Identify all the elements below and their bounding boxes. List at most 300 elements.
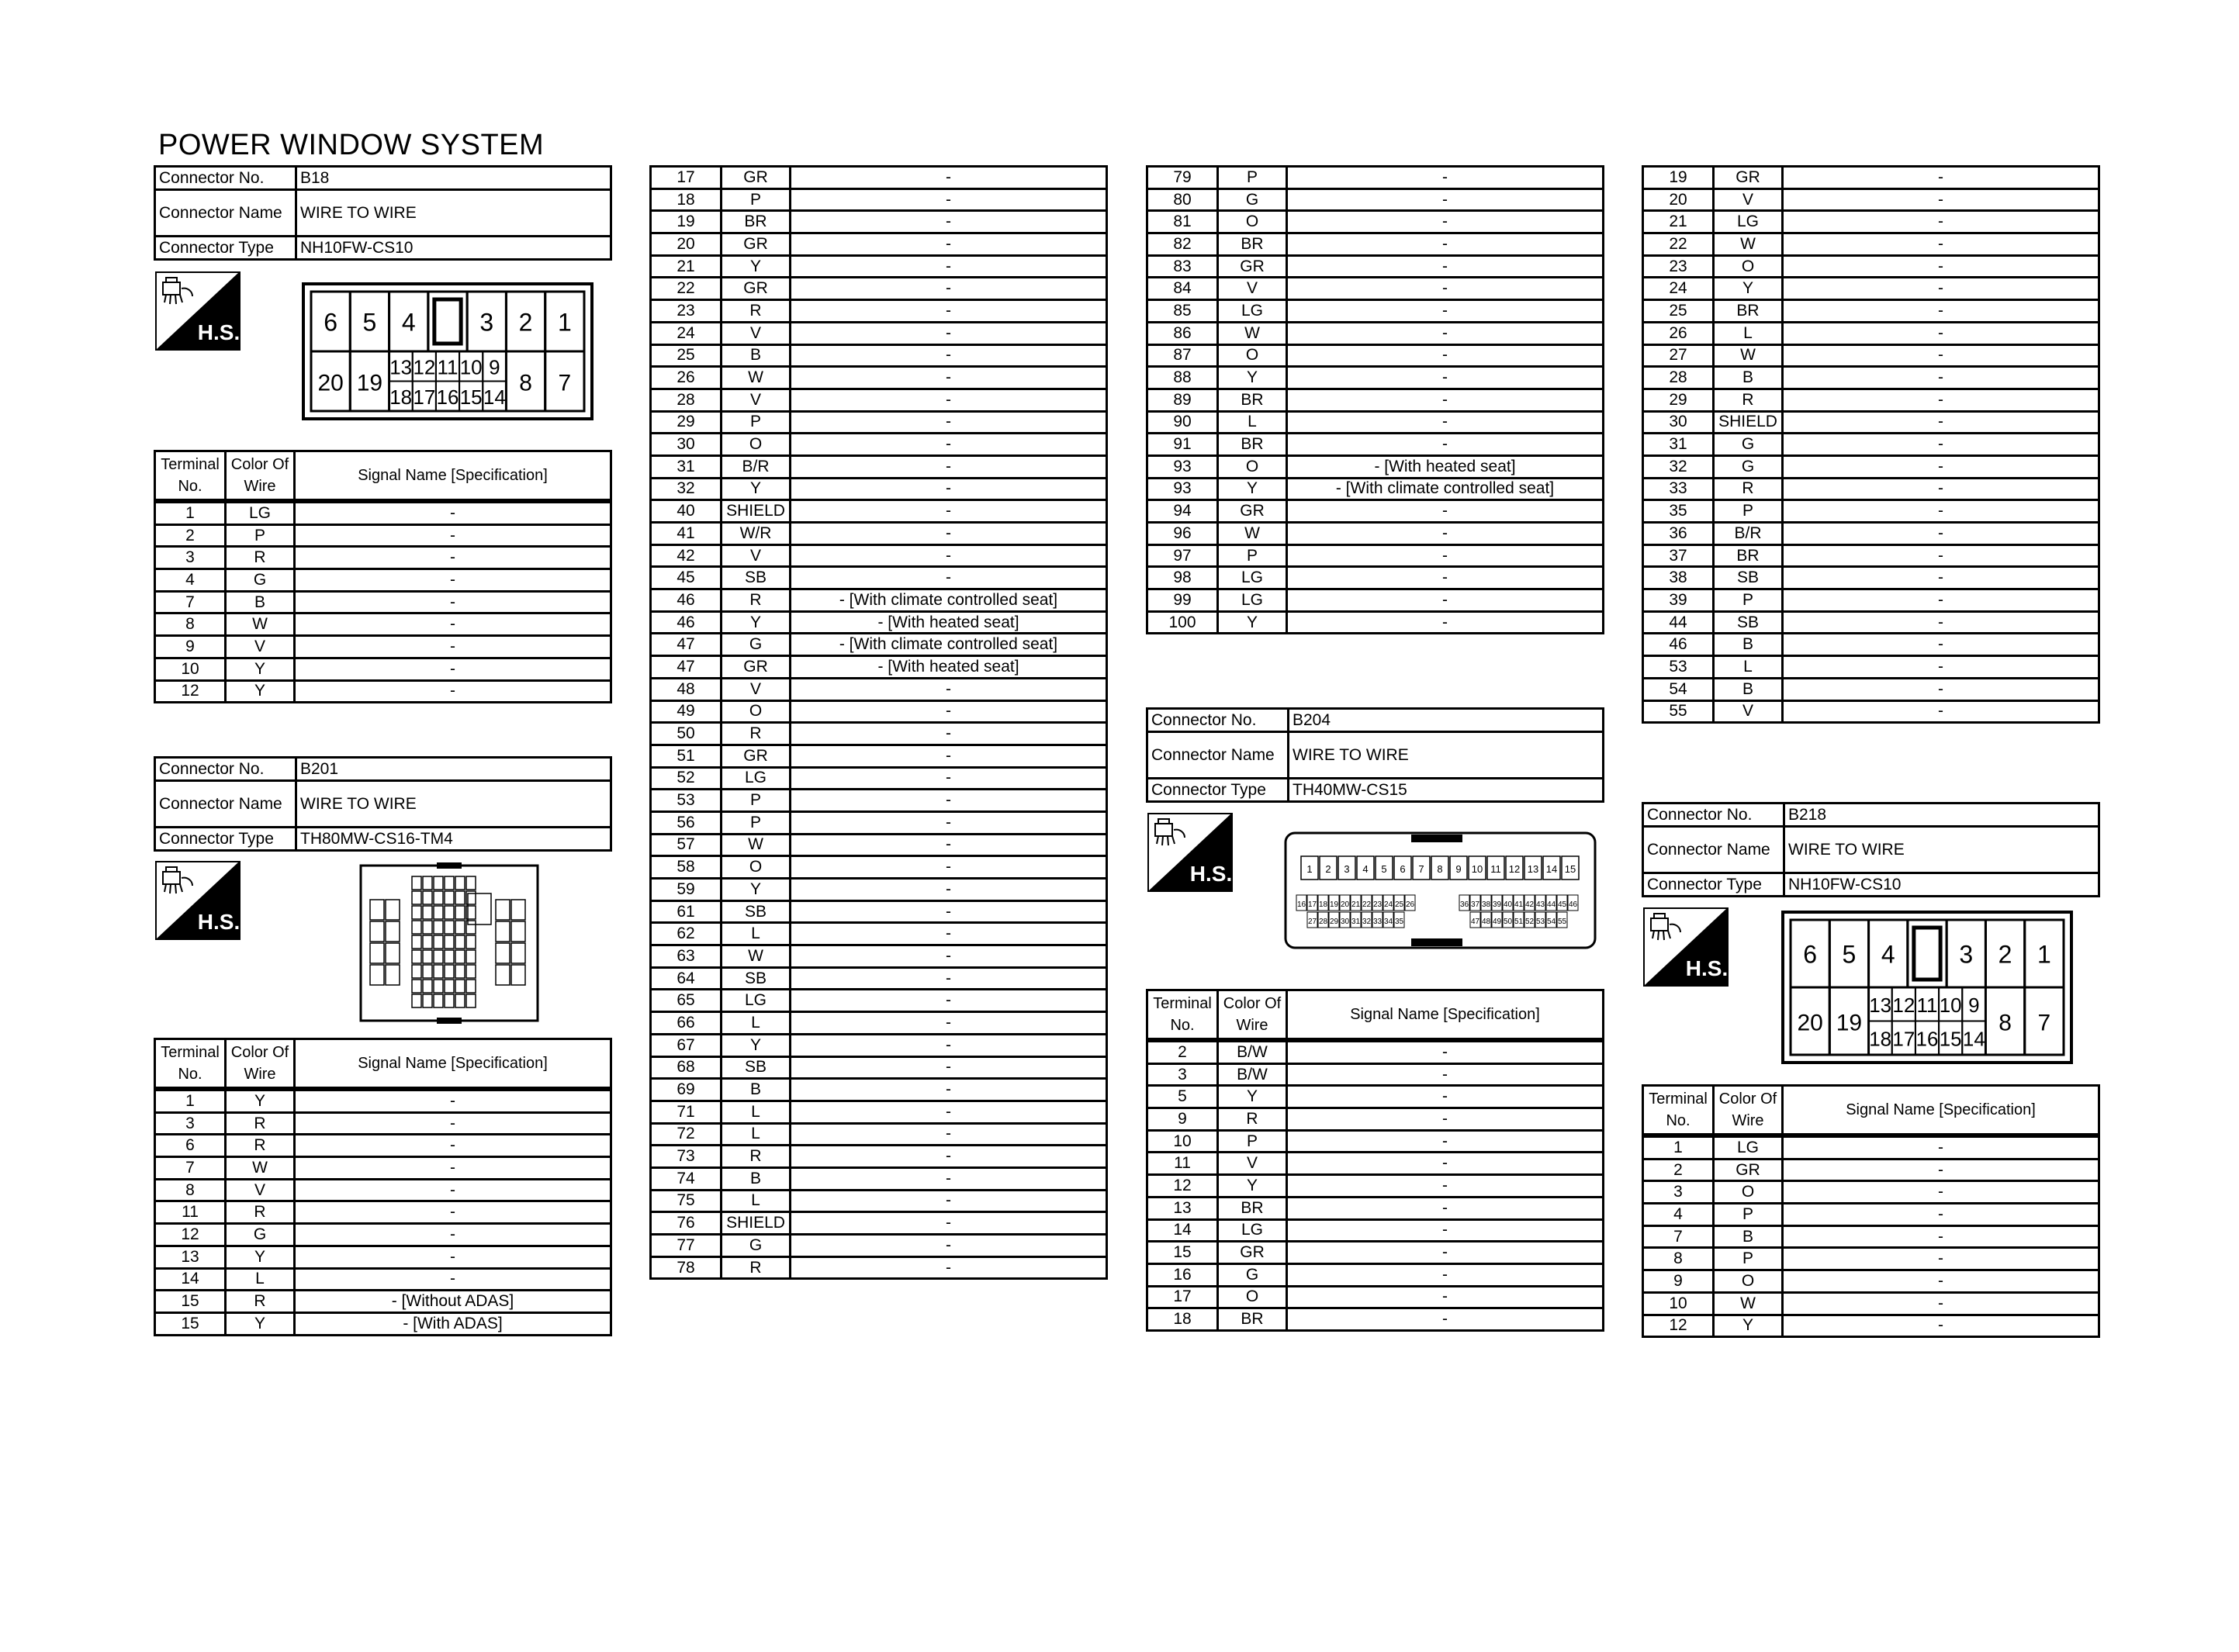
b204-terminal-table	[1146, 989, 1604, 1332]
terminal-no-cell: 24	[1643, 278, 1714, 300]
terminal-no-header: Terminal No.	[155, 1039, 226, 1088]
terminal-no-cell: 29	[651, 411, 722, 434]
table-row	[155, 636, 611, 658]
signal-name-cell: -	[295, 1268, 611, 1291]
signal-name-cell: -	[791, 1012, 1107, 1035]
signal-name-cell: -	[295, 524, 611, 547]
terminal-no-header: Terminal No.	[1643, 1086, 1714, 1135]
terminal-no-cell: 13	[155, 1246, 226, 1268]
terminal-no-cell: 31	[651, 455, 722, 478]
signal-name-cell: -	[1783, 1204, 2099, 1226]
b218-connector-info	[1642, 802, 2100, 897]
wire-color-cell: R	[722, 300, 791, 323]
signal-name-cell: -	[791, 856, 1107, 879]
wire-color-cell: O	[1714, 1270, 1783, 1293]
table-row	[1643, 389, 2099, 411]
svg-text:12: 12	[1508, 863, 1521, 875]
svg-text:38: 38	[1481, 900, 1491, 909]
color-of-wire-header: Color Of Wire	[226, 1039, 295, 1088]
wire-color-cell: Y	[722, 611, 791, 634]
svg-text:18: 18	[1869, 1027, 1892, 1051]
table-row	[1147, 1042, 1604, 1064]
terminal-no-cell: 18	[651, 188, 722, 211]
signal-name-cell: -	[791, 745, 1107, 767]
svg-text:15: 15	[1939, 1027, 1962, 1051]
signal-name-cell: -	[295, 613, 611, 636]
signal-name-cell: -	[1287, 1086, 1604, 1108]
svg-text:7: 7	[558, 370, 572, 396]
terminal-no-cell: 3	[1147, 1063, 1218, 1086]
table-row	[651, 411, 1107, 434]
terminal-no-cell: 4	[155, 569, 226, 592]
wire-color-cell: V	[226, 636, 295, 658]
table-row	[155, 1157, 611, 1180]
terminal-no-cell: 48	[651, 678, 722, 700]
svg-text:1: 1	[1306, 863, 1313, 875]
wire-color-cell: W	[1714, 233, 1783, 256]
svg-text:4: 4	[1881, 940, 1895, 969]
b201-rows-cont	[649, 165, 1108, 1280]
table-row	[1643, 1181, 2099, 1204]
signal-name-cell: -	[1783, 188, 2099, 211]
signal-name-cell: -	[791, 322, 1107, 344]
signal-name-cell: -	[791, 255, 1107, 278]
b201-rows	[154, 1089, 612, 1336]
table-row	[1643, 523, 2099, 545]
signal-name-cell: -	[791, 879, 1107, 901]
wire-color-cell: Y	[1218, 367, 1287, 389]
terminal-no-cell: 66	[651, 1012, 722, 1035]
signal-name-cell: -	[1783, 523, 2099, 545]
wire-color-cell: V	[1714, 700, 1783, 723]
signal-name-cell: -	[791, 211, 1107, 233]
terminal-no-cell: 1	[1643, 1137, 1714, 1160]
table-row	[651, 211, 1107, 233]
signal-name-cell: -	[791, 1123, 1107, 1146]
table-row	[1643, 656, 2099, 679]
signal-name-cell: -	[791, 1079, 1107, 1101]
terminal-no-cell: 21	[651, 255, 722, 278]
table-row	[651, 811, 1107, 834]
wire-color-cell: P	[722, 811, 791, 834]
svg-text:19: 19	[1329, 900, 1339, 909]
svg-text:8: 8	[519, 370, 532, 396]
terminal-no-cell: 26	[1643, 322, 1714, 344]
terminal-no-cell: 17	[1147, 1286, 1218, 1308]
wire-color-cell: Y	[226, 658, 295, 680]
b218-connector-face	[1781, 911, 2073, 1064]
table-row	[651, 634, 1107, 656]
signal-name-cell: -	[791, 1034, 1107, 1056]
terminal-no-cell: 82	[1147, 233, 1218, 256]
table-row	[1147, 589, 1604, 612]
signal-name-cell: - [With climate controlled seat]	[1287, 478, 1604, 500]
svg-text:16: 16	[1296, 900, 1306, 909]
signal-name-cell: -	[1783, 611, 2099, 634]
wire-color-cell: B	[1714, 367, 1783, 389]
table-row	[1643, 678, 2099, 700]
svg-text:32: 32	[1362, 918, 1372, 926]
wire-color-cell: Y	[226, 680, 295, 703]
table-row	[1643, 344, 2099, 367]
svg-text:9: 9	[1968, 993, 1980, 1017]
terminal-no-cell: 12	[1643, 1315, 1714, 1337]
wire-color-cell: B/R	[722, 455, 791, 478]
signal-name-cell: -	[1783, 389, 2099, 411]
terminal-no-cell: 91	[1147, 434, 1218, 456]
label-connector-no: Connector No.	[155, 758, 296, 781]
wire-color-cell: P	[722, 188, 791, 211]
wire-color-cell: GR	[722, 233, 791, 256]
svg-text:28: 28	[1318, 918, 1328, 926]
wire-color-cell: Y	[1218, 611, 1287, 634]
terminal-no-cell: 40	[651, 500, 722, 523]
wire-color-cell: R	[226, 1291, 295, 1313]
wire-color-cell: R	[1714, 389, 1783, 411]
terminal-no-cell: 75	[651, 1190, 722, 1212]
terminal-no-cell: 15	[1147, 1242, 1218, 1264]
terminal-no-cell: 36	[1643, 523, 1714, 545]
signal-name-cell: -	[791, 278, 1107, 300]
terminal-no-cell: 15	[155, 1312, 226, 1335]
signal-name-cell: -	[1287, 1219, 1604, 1242]
table-row	[1643, 1204, 2099, 1226]
wire-color-cell: W	[1714, 344, 1783, 367]
terminal-no-cell: 11	[155, 1201, 226, 1224]
svg-text:18: 18	[1318, 900, 1328, 909]
table-row	[651, 589, 1107, 612]
wire-color-cell: W	[226, 613, 295, 636]
table-row	[1147, 1063, 1604, 1086]
wire-color-cell: SB	[722, 1056, 791, 1079]
b204-connector-face	[1284, 830, 1597, 952]
svg-text:1: 1	[557, 308, 572, 337]
signal-name-cell: -	[1783, 1159, 2099, 1181]
table-row	[1643, 589, 2099, 612]
wire-color-cell: Y	[1714, 1315, 1783, 1337]
terminal-no-cell: 10	[1147, 1130, 1218, 1153]
signal-name-cell: -	[295, 1179, 611, 1201]
b201-connector-info	[154, 756, 612, 852]
terminal-no-cell: 62	[651, 923, 722, 945]
signal-name-cell: -	[295, 1112, 611, 1135]
wire-color-cell: SB	[1714, 567, 1783, 589]
wire-color-cell: W	[1218, 322, 1287, 344]
table-row	[651, 767, 1107, 790]
terminal-no-cell: 47	[651, 656, 722, 679]
table-row	[155, 591, 611, 613]
table-row	[651, 1079, 1107, 1101]
signal-name-cell: -	[1287, 211, 1604, 233]
wire-color-cell: GR	[1218, 1242, 1287, 1264]
table-row	[1643, 544, 2099, 567]
wire-color-cell: BR	[1218, 1197, 1287, 1219]
label-connector-name: Connector Name	[1643, 827, 1784, 873]
terminal-no-cell: 12	[155, 680, 226, 703]
signal-name-cell: -	[1783, 434, 2099, 456]
terminal-no-cell: 50	[651, 723, 722, 745]
connector-name-value: WIRE TO WIRE	[1289, 732, 1604, 779]
signal-name-cell: -	[1783, 500, 2099, 523]
signal-name-cell: -	[1287, 389, 1604, 411]
wire-color-cell: Y	[226, 1246, 295, 1268]
terminal-no-cell: 67	[651, 1034, 722, 1056]
table-row	[1643, 367, 2099, 389]
svg-text:19: 19	[356, 370, 383, 396]
wire-color-cell: W	[722, 367, 791, 389]
wire-color-cell: B	[722, 1167, 791, 1190]
table-row	[651, 367, 1107, 389]
table-row	[1643, 278, 2099, 300]
signal-name-cell: -	[1287, 1286, 1604, 1308]
signal-name-cell: -	[1287, 1153, 1604, 1175]
signal-name-cell: -	[1287, 1175, 1604, 1198]
table-row	[1147, 1197, 1604, 1219]
wire-color-cell: G	[226, 569, 295, 592]
wire-color-cell: LG	[1218, 589, 1287, 612]
terminal-no-cell: 20	[651, 233, 722, 256]
table-row	[1147, 611, 1604, 634]
terminal-no-cell: 7	[155, 1157, 226, 1180]
wire-color-cell: V	[1218, 1153, 1287, 1175]
signal-name-cell: -	[1783, 656, 2099, 679]
table-row	[1147, 411, 1604, 434]
signal-name-cell: -	[1287, 411, 1604, 434]
table-row	[651, 567, 1107, 589]
terminal-no-cell: 12	[155, 1224, 226, 1246]
table-row	[651, 1101, 1107, 1123]
wire-color-cell: L	[1218, 411, 1287, 434]
wire-color-cell: Y	[1218, 1175, 1287, 1198]
terminal-no-cell: 59	[651, 879, 722, 901]
signal-name-cell: -	[791, 500, 1107, 523]
signal-name-cell: -	[295, 680, 611, 703]
svg-text:8: 8	[1437, 863, 1443, 875]
terminal-no-cell: 44	[1643, 611, 1714, 634]
terminal-no-cell: 73	[651, 1146, 722, 1168]
table-row	[1147, 1219, 1604, 1242]
wire-color-cell: R	[226, 547, 295, 569]
table-row	[651, 923, 1107, 945]
terminal-no-cell: 80	[1147, 188, 1218, 211]
table-row	[1147, 1308, 1604, 1331]
wire-color-cell: O	[722, 434, 791, 456]
svg-text:44: 44	[1546, 900, 1556, 909]
table-row	[1147, 523, 1604, 545]
terminal-no-cell: 46	[651, 611, 722, 634]
signal-name-cell: -	[1287, 300, 1604, 323]
table-row	[155, 1246, 611, 1268]
hs-label: H.S.	[1685, 956, 1729, 980]
wire-color-cell: W	[1218, 523, 1287, 545]
svg-text:7: 7	[2037, 1010, 2051, 1036]
table-row	[651, 745, 1107, 767]
table-row	[1147, 455, 1604, 478]
svg-text:5: 5	[1842, 940, 1857, 969]
svg-text:37: 37	[1470, 900, 1480, 909]
svg-text:17: 17	[413, 385, 436, 409]
terminal-no-cell: 7	[1643, 1225, 1714, 1248]
svg-text:3: 3	[1959, 940, 1974, 969]
signal-name-cell: -	[1783, 233, 2099, 256]
hs-harness-side-icon	[155, 271, 241, 351]
label-connector-no: Connector No.	[1643, 804, 1784, 827]
terminal-no-cell: 64	[651, 967, 722, 990]
wire-color-cell: L	[722, 1012, 791, 1035]
terminal-no-cell: 6	[155, 1135, 226, 1157]
table-row	[651, 255, 1107, 278]
terminal-no-cell: 76	[651, 1212, 722, 1235]
svg-text:15: 15	[1564, 863, 1576, 875]
svg-text:41: 41	[1514, 900, 1524, 909]
wire-color-cell: LG	[1218, 1219, 1287, 1242]
terminal-no-cell: 14	[1147, 1219, 1218, 1242]
b201-terminal-table	[154, 1038, 612, 1336]
b204-terminal-table-continued	[1642, 165, 2100, 724]
terminal-no-cell: 28	[1643, 367, 1714, 389]
signal-name-cell: -	[295, 547, 611, 569]
signal-name-header: Signal Name [Specification]	[295, 451, 611, 500]
table-row	[651, 1235, 1107, 1257]
terminal-no-cell: 97	[1147, 544, 1218, 567]
table-row	[1643, 211, 2099, 233]
table-row	[1643, 167, 2099, 189]
wire-color-cell: GR	[722, 745, 791, 767]
wire-color-cell: B	[1714, 678, 1783, 700]
svg-text:13: 13	[1527, 863, 1539, 875]
signal-name-cell: -	[791, 188, 1107, 211]
svg-text:7: 7	[1418, 863, 1424, 875]
terminal-no-cell: 32	[1643, 455, 1714, 478]
signal-name-cell: -	[791, 723, 1107, 745]
b201-rows-cont2	[1146, 165, 1604, 634]
svg-text:47: 47	[1470, 918, 1480, 926]
signal-name-cell: -	[791, 434, 1107, 456]
b204-rows	[1146, 1040, 1604, 1332]
table-row	[651, 1056, 1107, 1079]
table-row	[651, 1167, 1107, 1190]
table-row	[1643, 567, 2099, 589]
color-of-wire-header: Color Of Wire	[226, 451, 295, 500]
signal-name-cell: -	[295, 1157, 611, 1180]
signal-name-cell: -	[1287, 233, 1604, 256]
signal-name-cell: -	[1783, 567, 2099, 589]
signal-name-cell: -	[791, 834, 1107, 856]
svg-text:26: 26	[1405, 900, 1415, 909]
signal-name-cell: -	[791, 167, 1107, 189]
terminal-no-cell: 53	[651, 790, 722, 812]
svg-text:36: 36	[1459, 900, 1469, 909]
terminal-no-cell: 93	[1147, 455, 1218, 478]
table-row	[651, 1123, 1107, 1146]
terminal-no-cell: 28	[651, 389, 722, 411]
terminal-no-cell: 38	[1643, 567, 1714, 589]
table-row	[1147, 1286, 1604, 1308]
wire-color-cell: SB	[722, 567, 791, 589]
signal-name-cell: -	[791, 544, 1107, 567]
b18-rows	[154, 501, 612, 703]
table-row	[651, 523, 1107, 545]
wire-color-cell: P	[1714, 1204, 1783, 1226]
wire-color-cell: R	[226, 1201, 295, 1224]
signal-name-cell: -	[791, 233, 1107, 256]
svg-text:34: 34	[1383, 918, 1393, 926]
terminal-no-cell: 24	[651, 322, 722, 344]
wire-color-cell: SHIELD	[722, 1212, 791, 1235]
signal-name-cell: -	[1287, 523, 1604, 545]
wire-color-cell: P	[1218, 1130, 1287, 1153]
table-row	[651, 611, 1107, 634]
terminal-no-cell: 55	[1643, 700, 1714, 723]
terminal-no-cell: 30	[1643, 411, 1714, 434]
table-row	[155, 613, 611, 636]
terminal-no-cell: 86	[1147, 322, 1218, 344]
table-row	[155, 1224, 611, 1246]
table-row	[155, 1268, 611, 1291]
terminal-no-cell: 30	[651, 434, 722, 456]
hs-label: H.S.	[1189, 862, 1233, 886]
wire-color-cell: V	[226, 1179, 295, 1201]
wire-color-cell: LG	[722, 990, 791, 1012]
terminal-no-cell: 8	[1643, 1248, 1714, 1270]
table-row	[651, 278, 1107, 300]
connector-type-value: TH80MW-CS16-TM4	[296, 828, 611, 851]
svg-text:10: 10	[1471, 863, 1483, 875]
terminal-no-cell: 83	[1147, 255, 1218, 278]
table-row	[1643, 1225, 2099, 1248]
wire-color-cell: B/W	[1218, 1063, 1287, 1086]
table-row	[1147, 233, 1604, 256]
signal-name-cell: -	[1783, 544, 2099, 567]
table-row	[651, 167, 1107, 189]
terminal-no-cell: 23	[1643, 255, 1714, 278]
terminal-no-cell: 96	[1147, 523, 1218, 545]
table-row	[651, 188, 1107, 211]
svg-text:24: 24	[1383, 900, 1393, 909]
b204-rows-cont	[1642, 165, 2100, 724]
svg-text:42: 42	[1524, 900, 1535, 909]
terminal-no-cell: 7	[155, 591, 226, 613]
signal-name-cell: -	[1783, 322, 2099, 344]
table-row	[1643, 500, 2099, 523]
table-row	[1643, 1292, 2099, 1315]
signal-name-cell: -	[1287, 1042, 1604, 1064]
signal-name-cell: -	[1287, 188, 1604, 211]
table-row	[651, 1034, 1107, 1056]
table-row	[651, 300, 1107, 323]
svg-text:33: 33	[1372, 918, 1383, 926]
table-row	[651, 790, 1107, 812]
table-row	[1643, 1159, 2099, 1181]
terminal-no-cell: 3	[1643, 1181, 1714, 1204]
label-connector-no: Connector No.	[155, 167, 296, 190]
terminal-no-cell: 81	[1147, 211, 1218, 233]
svg-text:9: 9	[489, 355, 500, 379]
signal-name-cell: -	[791, 523, 1107, 545]
table-row	[1147, 188, 1604, 211]
signal-name-cell: -	[791, 900, 1107, 923]
signal-name-cell: - [With climate controlled seat]	[791, 589, 1107, 612]
wire-color-cell: LG	[1714, 1137, 1783, 1160]
terminal-no-cell: 8	[155, 1179, 226, 1201]
wire-color-cell: Y	[1218, 1086, 1287, 1108]
svg-text:49: 49	[1492, 918, 1502, 926]
signal-name-cell: -	[295, 1224, 611, 1246]
signal-name-cell: -	[791, 1056, 1107, 1079]
signal-name-cell: -	[295, 1135, 611, 1157]
signal-name-cell: -	[791, 1101, 1107, 1123]
terminal-no-cell: 9	[1643, 1270, 1714, 1293]
